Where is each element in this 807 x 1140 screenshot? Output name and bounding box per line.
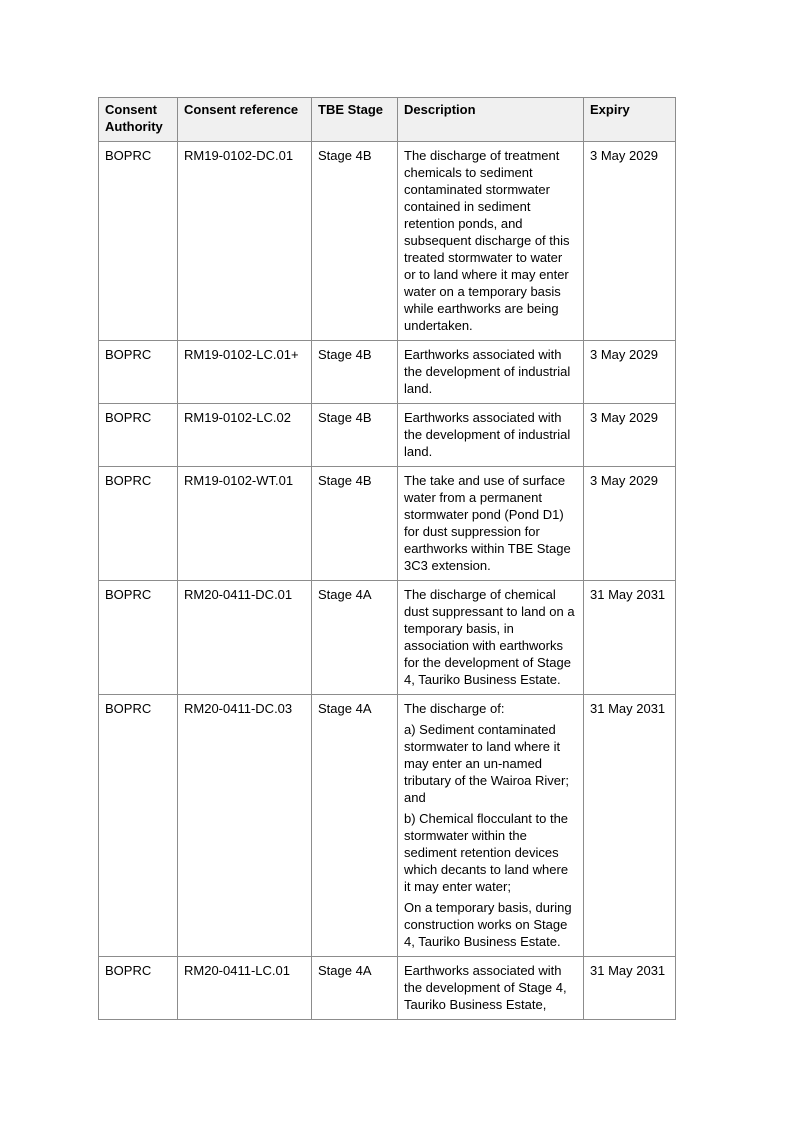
cell-authority: BOPRC (99, 341, 178, 404)
cell-description (398, 957, 584, 1020)
table-row (99, 467, 676, 581)
cell-expiry: 3 May 2029 (584, 142, 676, 341)
description-paragraph: The discharge of treatment chemicals to sediment contaminated stormwater contained in sediment retention ponds, and subsequent discharge of this treated stormwater to water or to land where it may enter water on a temporary basis while earthworks are being undertaken. (404, 148, 570, 333)
cell-reference: RM19-0102-WT.01 (178, 467, 312, 581)
cell-authority: BOPRC (99, 695, 178, 957)
cell-expiry: 3 May 2029 (584, 341, 676, 404)
cell-stage: Stage 4B (312, 404, 398, 467)
cell-expiry: 31 May 2031 (584, 695, 676, 957)
description-paragraph: On a temporary basis, during construction works on Stage 4, Tauriko Business Estate. (404, 900, 572, 949)
table-header-row (99, 98, 676, 142)
cell-expiry: 3 May 2029 (584, 467, 676, 581)
cell-description (398, 467, 584, 581)
cell-reference: RM19-0102-LC.01+ (178, 341, 312, 404)
description-paragraph: Earthworks associated with the development of industrial land. (404, 347, 571, 396)
cell-stage: Stage 4B (312, 142, 398, 341)
cell-expiry: 31 May 2031 (584, 581, 676, 695)
cell-stage: Stage 4A (312, 581, 398, 695)
cell-description (398, 404, 584, 467)
table-row (99, 957, 676, 1020)
description-paragraph: The take and use of surface water from a permanent stormwater pond (Pond D1) for dust suppression for earthworks within TBE Stage 3C3 extension. (404, 473, 571, 573)
header-consent-authority: Consent Authority (99, 98, 178, 142)
cell-stage: Stage 4A (312, 695, 398, 957)
table-row (99, 404, 676, 467)
header-tbe-stage: TBE Stage (312, 98, 398, 142)
cell-description (398, 341, 584, 404)
table-row (99, 142, 676, 341)
cell-description (398, 695, 584, 957)
cell-stage: Stage 4A (312, 957, 398, 1020)
description-paragraph: The discharge of: (404, 701, 505, 716)
cell-reference: RM19-0102-DC.01 (178, 142, 312, 341)
table-body (99, 142, 676, 1020)
description-paragraph: Earthworks associated with the development of Stage 4, Tauriko Business Estate, (404, 963, 567, 1012)
cell-stage: Stage 4B (312, 467, 398, 581)
consents-table (98, 97, 676, 1020)
description-paragraph: a) Sediment contaminated stormwater to land where it may enter an un-named tributary of the Wairoa River; and (404, 722, 569, 805)
header-description: Description (398, 98, 584, 142)
header-expiry: Expiry (584, 98, 676, 142)
cell-expiry: 3 May 2029 (584, 404, 676, 467)
cell-authority: BOPRC (99, 581, 178, 695)
cell-authority: BOPRC (99, 957, 178, 1020)
cell-description (398, 142, 584, 341)
cell-stage: Stage 4B (312, 341, 398, 404)
cell-description (398, 581, 584, 695)
cell-authority: BOPRC (99, 142, 178, 341)
cell-reference: RM20-0411-DC.03 (178, 695, 312, 957)
table-row (99, 581, 676, 695)
table-row (99, 341, 676, 404)
cell-expiry: 31 May 2031 (584, 957, 676, 1020)
cell-authority: BOPRC (99, 467, 178, 581)
cell-reference: RM20-0411-DC.01 (178, 581, 312, 695)
description-paragraph: b) Chemical flocculant to the stormwater within the sediment retention devices which decants to land where it may enter water; (404, 811, 569, 894)
table-row (99, 695, 676, 957)
description-paragraph: The discharge of chemical dust suppressant to land on a temporary basis, in association with earthworks for the development of Stage 4, Tauriko Business Estate. (404, 587, 575, 687)
header-consent-reference: Consent reference (178, 98, 312, 142)
cell-reference: RM19-0102-LC.02 (178, 404, 312, 467)
cell-authority: BOPRC (99, 404, 178, 467)
description-paragraph: Earthworks associated with the development of industrial land. (404, 410, 571, 459)
cell-reference: RM20-0411-LC.01 (178, 957, 312, 1020)
